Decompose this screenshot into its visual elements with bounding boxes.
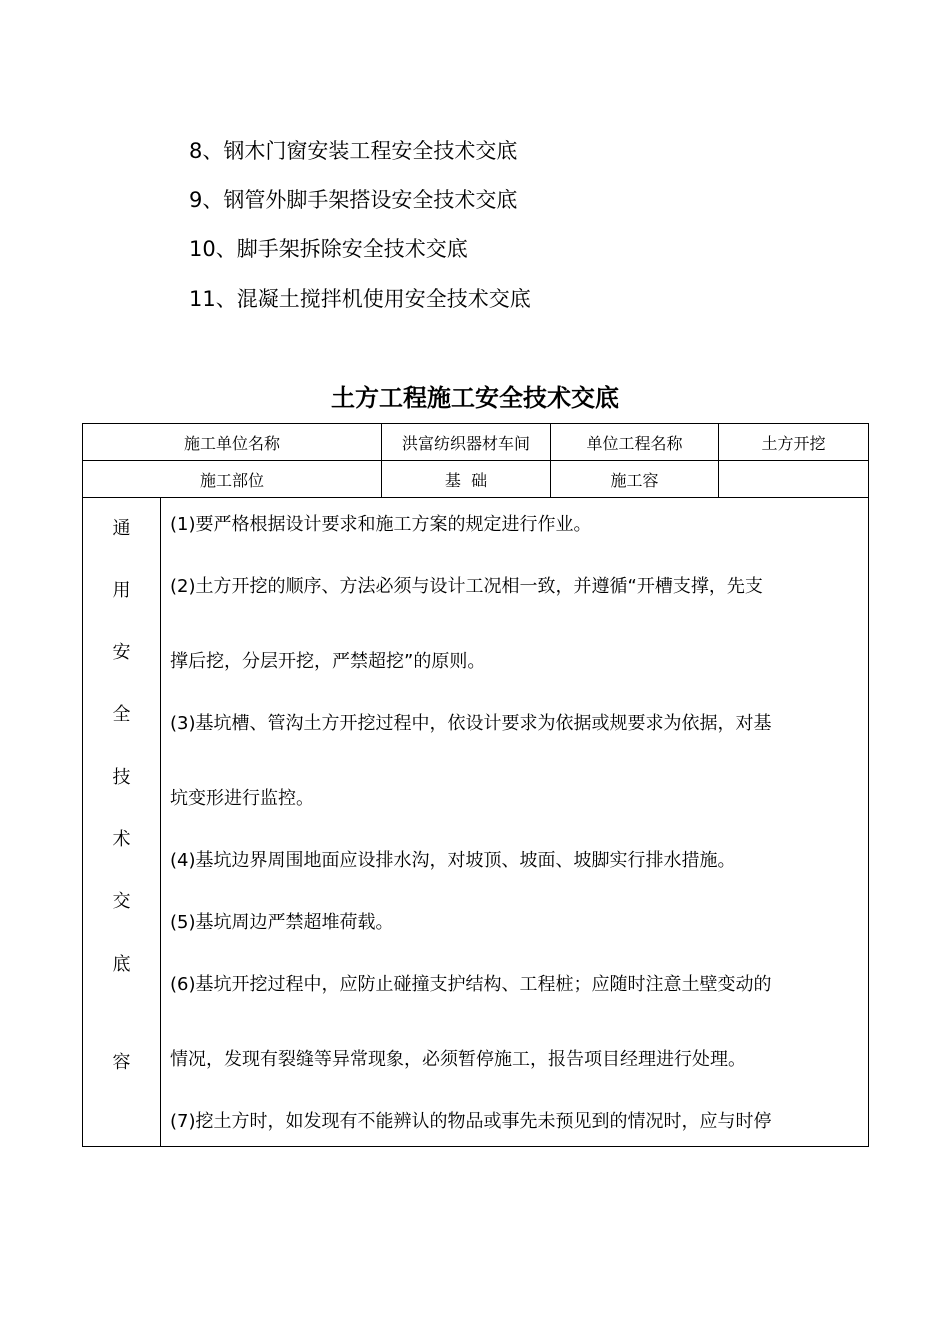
construction-part-label: 施工部位: [83, 461, 382, 498]
project-name-value: 土方开挖: [719, 424, 869, 461]
side-char: 用: [112, 580, 131, 601]
side-char: 术: [112, 829, 131, 850]
construction-unit-value: 洪富纺织器材车间: [382, 424, 551, 461]
list-item: 8、钢木门窗安装工程安全技术交底: [189, 139, 518, 163]
disclosure-table: [82, 423, 869, 1147]
content-line: (7)挖土方时，如发现有不能辨认的物品或事先未预见到的情况时，应与时停: [170, 1111, 772, 1132]
disclosure-content: [161, 498, 869, 1147]
content-line: 坑变形进行监控。: [170, 788, 314, 809]
content-line: (2)土方开挖的顺序、方法必须与设计工况相一致，并遵循“开槽支撑，先支: [170, 576, 763, 597]
content-line: (4)基坑边界周围地面应设排水沟，对坡顶、坡面、坡脚实行排水措施。: [170, 850, 736, 871]
side-char: 容: [112, 1052, 131, 1073]
content-line: 撑后挖，分层开挖，严禁超挖”的原则。: [170, 651, 486, 672]
page-title: 土方工程施工安全技术交底: [331, 384, 619, 412]
construction-content-label: 施工容: [551, 461, 719, 498]
side-char: 安: [112, 642, 131, 663]
content-line: (5)基坑周边严禁超堆荷载。: [170, 912, 394, 933]
side-char: 交: [112, 891, 131, 912]
list-item: 9、钢管外脚手架搭设安全技术交底: [189, 188, 518, 212]
side-char: 通: [112, 518, 131, 539]
content-line: 情况，发现有裂缝等异常现象，必须暂停施工，报告项目经理进行处理。: [170, 1049, 746, 1070]
content-line: (3)基坑槽、管沟土方开挖过程中，依设计要求为依据或规要求为依据，对基: [170, 713, 772, 734]
project-name-label: 单位工程名称: [551, 424, 719, 461]
side-char: 技: [112, 767, 131, 788]
side-char: 底: [112, 954, 131, 975]
side-label: [83, 498, 161, 1147]
construction-unit-label: 施工单位名称: [83, 424, 382, 461]
list-item: 11、混凝土搅拌机使用安全技术交底: [189, 287, 531, 311]
list-item: 10、脚手架拆除安全技术交底: [189, 237, 468, 261]
construction-content-value: [719, 461, 869, 498]
side-char: 全: [112, 704, 131, 725]
content-line: (6)基坑开挖过程中，应防止碰撞支护结构、工程桩；应随时注意土壁变动的: [170, 974, 772, 995]
construction-part-value: 基 础: [382, 461, 551, 498]
content-line: (1)要严格根据设计要求和施工方案的规定进行作业。: [170, 514, 592, 535]
